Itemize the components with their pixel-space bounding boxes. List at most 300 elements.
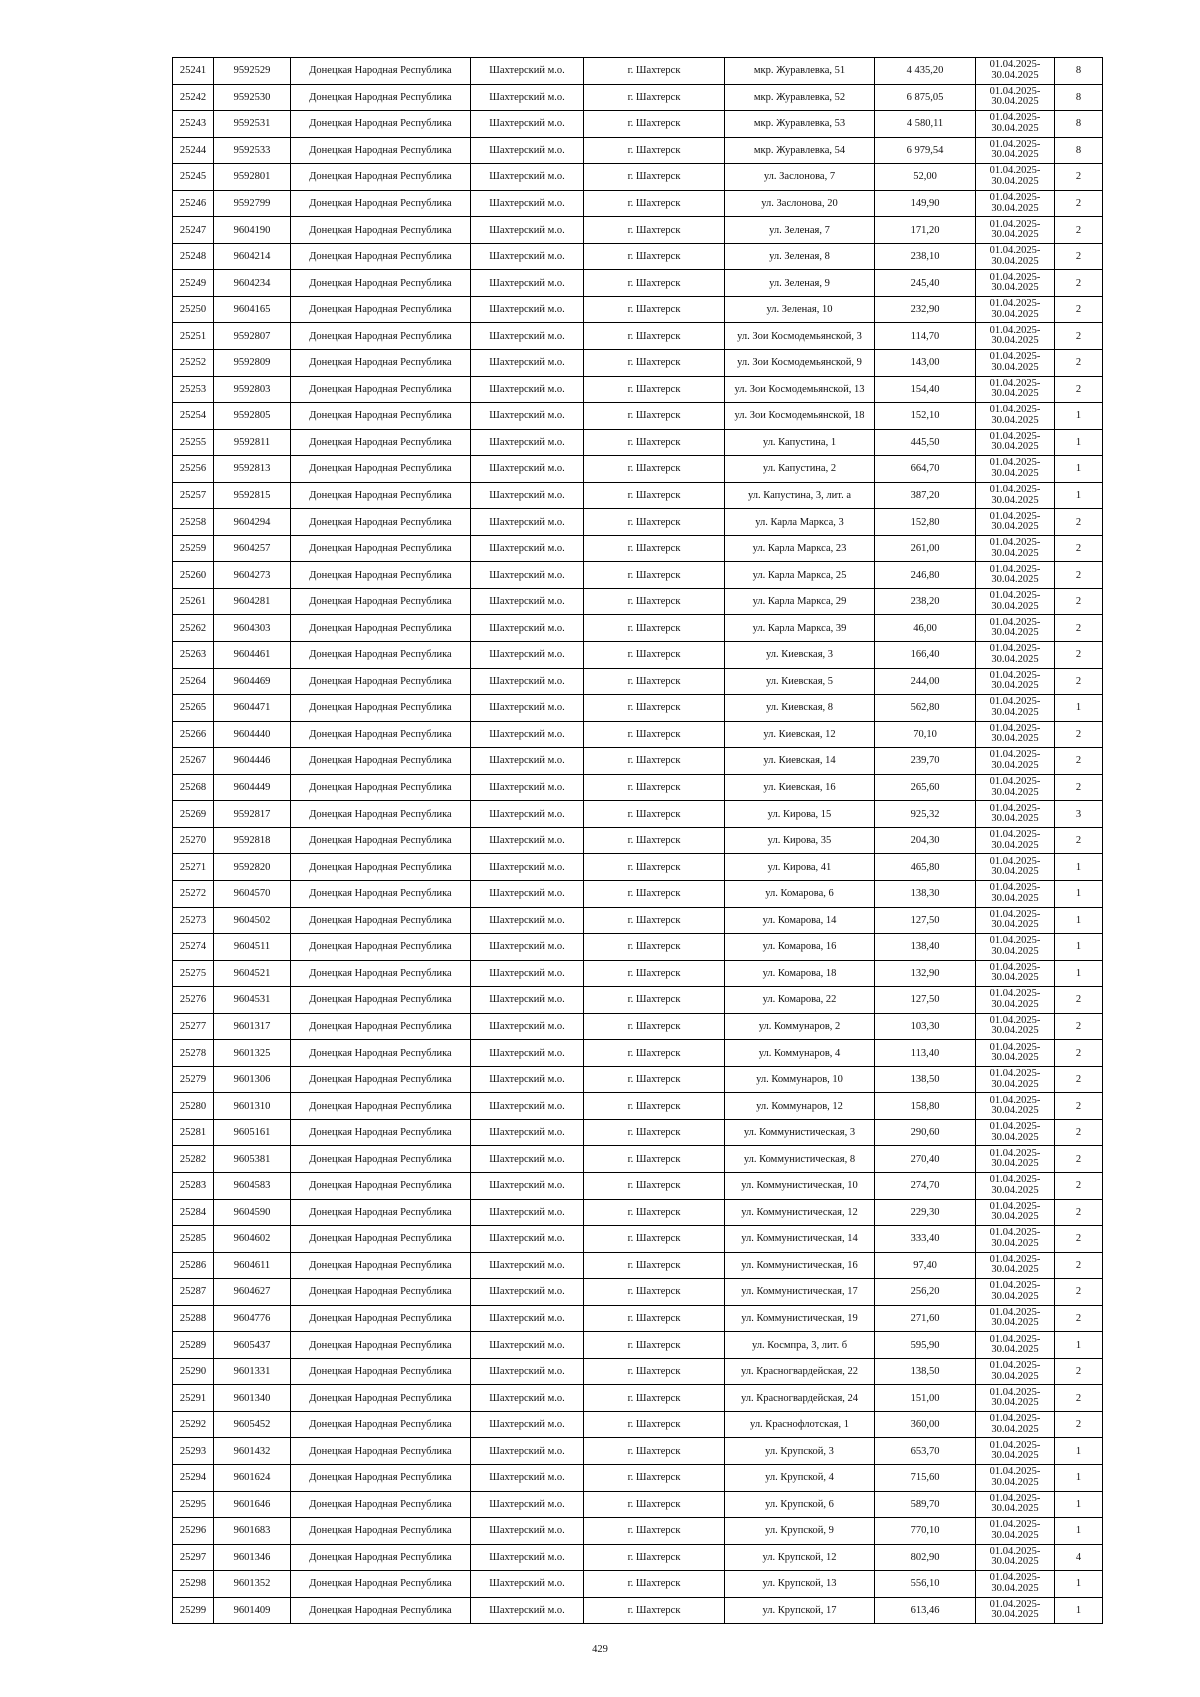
district-cell: Шахтерский м.о. xyxy=(471,1066,584,1093)
area-cell: 239,70 xyxy=(875,748,976,775)
address-cell: ул. Краснофлотская, 1 xyxy=(725,1411,875,1438)
row-number: 25291 xyxy=(173,1385,214,1412)
district-cell: Шахтерский м.о. xyxy=(471,1040,584,1067)
account-id: 9604273 xyxy=(214,562,291,589)
address-cell: ул. Зеленая, 7 xyxy=(725,217,875,244)
area-cell: 256,20 xyxy=(875,1279,976,1306)
address-cell: ул. Коммунаров, 10 xyxy=(725,1066,875,1093)
account-id: 9592801 xyxy=(214,164,291,191)
period-cell: 01.04.2025-30.04.2025 xyxy=(976,562,1055,589)
account-id: 9604449 xyxy=(214,774,291,801)
category-cell: 2 xyxy=(1055,774,1103,801)
city-cell: г. Шахтерск xyxy=(584,1491,725,1518)
row-number: 25249 xyxy=(173,270,214,297)
row-number: 25248 xyxy=(173,243,214,270)
region-cell: Донецкая Народная Республика xyxy=(291,588,471,615)
city-cell: г. Шахтерск xyxy=(584,84,725,111)
city-cell: г. Шахтерск xyxy=(584,456,725,483)
table-row xyxy=(173,429,1103,456)
row-number: 25267 xyxy=(173,748,214,775)
region-cell: Донецкая Народная Республика xyxy=(291,482,471,509)
area-cell: 138,40 xyxy=(875,934,976,961)
row-number: 25277 xyxy=(173,1013,214,1040)
area-cell: 229,30 xyxy=(875,1199,976,1226)
table-row xyxy=(173,907,1103,934)
category-cell: 2 xyxy=(1055,1358,1103,1385)
region-cell: Донецкая Народная Республика xyxy=(291,960,471,987)
period-cell: 01.04.2025-30.04.2025 xyxy=(976,323,1055,350)
category-cell: 3 xyxy=(1055,801,1103,828)
period-cell: 01.04.2025-30.04.2025 xyxy=(976,1013,1055,1040)
region-cell: Донецкая Народная Республика xyxy=(291,1571,471,1598)
area-cell: 6 875,05 xyxy=(875,84,976,111)
city-cell: г. Шахтерск xyxy=(584,1544,725,1571)
period-cell: 01.04.2025-30.04.2025 xyxy=(976,695,1055,722)
city-cell: г. Шахтерск xyxy=(584,721,725,748)
region-cell: Донецкая Народная Республика xyxy=(291,721,471,748)
account-id: 9604294 xyxy=(214,509,291,536)
table-row xyxy=(173,217,1103,244)
area-cell: 132,90 xyxy=(875,960,976,987)
area-cell: 770,10 xyxy=(875,1518,976,1545)
region-cell: Донецкая Народная Республика xyxy=(291,84,471,111)
account-id: 9605437 xyxy=(214,1332,291,1359)
region-cell: Донецкая Народная Республика xyxy=(291,535,471,562)
category-cell: 1 xyxy=(1055,456,1103,483)
account-id: 9604511 xyxy=(214,934,291,961)
account-id: 9604611 xyxy=(214,1252,291,1279)
address-cell: ул. Киевская, 16 xyxy=(725,774,875,801)
table-row xyxy=(173,243,1103,270)
district-cell: Шахтерский м.о. xyxy=(471,987,584,1014)
period-cell: 01.04.2025-30.04.2025 xyxy=(976,84,1055,111)
table-row xyxy=(173,137,1103,164)
row-number: 25296 xyxy=(173,1518,214,1545)
period-cell: 01.04.2025-30.04.2025 xyxy=(976,509,1055,536)
region-cell: Донецкая Народная Республика xyxy=(291,1518,471,1545)
table-row xyxy=(173,588,1103,615)
category-cell: 2 xyxy=(1055,1066,1103,1093)
table-row xyxy=(173,1464,1103,1491)
area-cell: 114,70 xyxy=(875,323,976,350)
city-cell: г. Шахтерск xyxy=(584,1119,725,1146)
region-cell: Донецкая Народная Республика xyxy=(291,1066,471,1093)
account-id: 9604190 xyxy=(214,217,291,244)
area-cell: 360,00 xyxy=(875,1411,976,1438)
row-number: 25269 xyxy=(173,801,214,828)
city-cell: г. Шахтерск xyxy=(584,111,725,138)
region-cell: Донецкая Народная Республика xyxy=(291,164,471,191)
period-cell: 01.04.2025-30.04.2025 xyxy=(976,1438,1055,1465)
category-cell: 1 xyxy=(1055,1491,1103,1518)
area-cell: 4 580,11 xyxy=(875,111,976,138)
district-cell: Шахтерский м.о. xyxy=(471,1411,584,1438)
region-cell: Донецкая Народная Республика xyxy=(291,1172,471,1199)
district-cell: Шахтерский м.о. xyxy=(471,615,584,642)
category-cell: 2 xyxy=(1055,1172,1103,1199)
row-number: 25250 xyxy=(173,296,214,323)
city-cell: г. Шахтерск xyxy=(584,535,725,562)
address-cell: ул. Карла Маркса, 39 xyxy=(725,615,875,642)
city-cell: г. Шахтерск xyxy=(584,243,725,270)
district-cell: Шахтерский м.о. xyxy=(471,880,584,907)
city-cell: г. Шахтерск xyxy=(584,1411,725,1438)
table-row xyxy=(173,1518,1103,1545)
district-cell: Шахтерский м.о. xyxy=(471,1252,584,1279)
region-cell: Донецкая Народная Республика xyxy=(291,1544,471,1571)
region-cell: Донецкая Народная Республика xyxy=(291,217,471,244)
table-row xyxy=(173,1597,1103,1624)
category-cell: 1 xyxy=(1055,854,1103,881)
period-cell: 01.04.2025-30.04.2025 xyxy=(976,111,1055,138)
region-cell: Донецкая Народная Республика xyxy=(291,1332,471,1359)
address-cell: мкр. Журавлевка, 51 xyxy=(725,58,875,85)
address-cell: ул. Коммунаров, 2 xyxy=(725,1013,875,1040)
category-cell: 1 xyxy=(1055,1464,1103,1491)
table-row xyxy=(173,1066,1103,1093)
account-id: 9604590 xyxy=(214,1199,291,1226)
table-row xyxy=(173,1093,1103,1120)
row-number: 25273 xyxy=(173,907,214,934)
row-number: 25278 xyxy=(173,1040,214,1067)
district-cell: Шахтерский м.о. xyxy=(471,1146,584,1173)
region-cell: Донецкая Народная Республика xyxy=(291,296,471,323)
area-cell: 103,30 xyxy=(875,1013,976,1040)
city-cell: г. Шахтерск xyxy=(584,350,725,377)
table-row xyxy=(173,1252,1103,1279)
area-cell: 715,60 xyxy=(875,1464,976,1491)
row-number: 25280 xyxy=(173,1093,214,1120)
district-cell: Шахтерский м.о. xyxy=(471,1013,584,1040)
table-row xyxy=(173,721,1103,748)
area-cell: 143,00 xyxy=(875,350,976,377)
address-cell: ул. Коммунистическая, 14 xyxy=(725,1226,875,1253)
table-row xyxy=(173,1119,1103,1146)
district-cell: Шахтерский м.о. xyxy=(471,721,584,748)
account-id: 9592807 xyxy=(214,323,291,350)
row-number: 25299 xyxy=(173,1597,214,1624)
district-cell: Шахтерский м.о. xyxy=(471,429,584,456)
area-cell: 6 979,54 xyxy=(875,137,976,164)
row-number: 25252 xyxy=(173,350,214,377)
area-cell: 271,60 xyxy=(875,1305,976,1332)
address-cell: ул. Комарова, 6 xyxy=(725,880,875,907)
account-id: 9604570 xyxy=(214,880,291,907)
region-cell: Донецкая Народная Республика xyxy=(291,1411,471,1438)
table-row xyxy=(173,1385,1103,1412)
district-cell: Шахтерский м.о. xyxy=(471,748,584,775)
area-cell: 152,80 xyxy=(875,509,976,536)
table-row xyxy=(173,1226,1103,1253)
city-cell: г. Шахтерск xyxy=(584,1358,725,1385)
city-cell: г. Шахтерск xyxy=(584,1305,725,1332)
city-cell: г. Шахтерск xyxy=(584,296,725,323)
account-id: 9592530 xyxy=(214,84,291,111)
area-cell: 290,60 xyxy=(875,1119,976,1146)
period-cell: 01.04.2025-30.04.2025 xyxy=(976,1172,1055,1199)
address-cell: ул. Коммунистическая, 10 xyxy=(725,1172,875,1199)
area-cell: 138,30 xyxy=(875,880,976,907)
row-number: 25263 xyxy=(173,642,214,669)
row-number: 25287 xyxy=(173,1279,214,1306)
address-cell: ул. Крупской, 9 xyxy=(725,1518,875,1545)
category-cell: 8 xyxy=(1055,137,1103,164)
category-cell: 2 xyxy=(1055,1119,1103,1146)
category-cell: 2 xyxy=(1055,270,1103,297)
region-cell: Донецкая Народная Республика xyxy=(291,880,471,907)
table-row xyxy=(173,482,1103,509)
row-number: 25244 xyxy=(173,137,214,164)
address-cell: ул. Коммунистическая, 8 xyxy=(725,1146,875,1173)
address-cell: ул. Киевская, 12 xyxy=(725,721,875,748)
account-id: 9601624 xyxy=(214,1464,291,1491)
period-cell: 01.04.2025-30.04.2025 xyxy=(976,137,1055,164)
row-number: 25266 xyxy=(173,721,214,748)
city-cell: г. Шахтерск xyxy=(584,1332,725,1359)
address-cell: ул. Капустина, 2 xyxy=(725,456,875,483)
city-cell: г. Шахтерск xyxy=(584,934,725,961)
address-cell: ул. Заслонова, 20 xyxy=(725,190,875,217)
period-cell: 01.04.2025-30.04.2025 xyxy=(976,376,1055,403)
period-cell: 01.04.2025-30.04.2025 xyxy=(976,1491,1055,1518)
period-cell: 01.04.2025-30.04.2025 xyxy=(976,960,1055,987)
area-cell: 46,00 xyxy=(875,615,976,642)
account-id: 9604440 xyxy=(214,721,291,748)
city-cell: г. Шахтерск xyxy=(584,588,725,615)
account-id: 9604627 xyxy=(214,1279,291,1306)
period-cell: 01.04.2025-30.04.2025 xyxy=(976,1040,1055,1067)
area-cell: 152,10 xyxy=(875,403,976,430)
period-cell: 01.04.2025-30.04.2025 xyxy=(976,1279,1055,1306)
account-id: 9601409 xyxy=(214,1597,291,1624)
row-number: 25290 xyxy=(173,1358,214,1385)
address-cell: ул. Красногвардейская, 22 xyxy=(725,1358,875,1385)
period-cell: 01.04.2025-30.04.2025 xyxy=(976,1332,1055,1359)
category-cell: 2 xyxy=(1055,1093,1103,1120)
region-cell: Донецкая Народная Республика xyxy=(291,1385,471,1412)
city-cell: г. Шахтерск xyxy=(584,403,725,430)
category-cell: 2 xyxy=(1055,668,1103,695)
row-number: 25257 xyxy=(173,482,214,509)
city-cell: г. Шахтерск xyxy=(584,987,725,1014)
area-cell: 445,50 xyxy=(875,429,976,456)
city-cell: г. Шахтерск xyxy=(584,482,725,509)
address-cell: ул. Коммунаров, 4 xyxy=(725,1040,875,1067)
area-cell: 246,80 xyxy=(875,562,976,589)
region-cell: Донецкая Народная Республика xyxy=(291,668,471,695)
table-row xyxy=(173,642,1103,669)
region-cell: Донецкая Народная Республика xyxy=(291,748,471,775)
city-cell: г. Шахтерск xyxy=(584,668,725,695)
row-number: 25247 xyxy=(173,217,214,244)
category-cell: 2 xyxy=(1055,642,1103,669)
account-id: 9601317 xyxy=(214,1013,291,1040)
area-cell: 97,40 xyxy=(875,1252,976,1279)
region-cell: Донецкая Народная Республика xyxy=(291,1040,471,1067)
address-cell: ул. Киевская, 8 xyxy=(725,695,875,722)
address-cell: ул. Коммунистическая, 19 xyxy=(725,1305,875,1332)
period-cell: 01.04.2025-30.04.2025 xyxy=(976,1571,1055,1598)
account-id: 9592531 xyxy=(214,111,291,138)
row-number: 25298 xyxy=(173,1571,214,1598)
row-number: 25268 xyxy=(173,774,214,801)
account-id: 9604303 xyxy=(214,615,291,642)
region-cell: Донецкая Народная Республика xyxy=(291,695,471,722)
account-id: 9604257 xyxy=(214,535,291,562)
district-cell: Шахтерский м.о. xyxy=(471,58,584,85)
category-cell: 2 xyxy=(1055,1013,1103,1040)
address-cell: ул. Киевская, 5 xyxy=(725,668,875,695)
area-cell: 244,00 xyxy=(875,668,976,695)
address-cell: ул. Крупской, 4 xyxy=(725,1464,875,1491)
category-cell: 2 xyxy=(1055,1279,1103,1306)
city-cell: г. Шахтерск xyxy=(584,137,725,164)
category-cell: 1 xyxy=(1055,1332,1103,1359)
period-cell: 01.04.2025-30.04.2025 xyxy=(976,1066,1055,1093)
area-cell: 154,40 xyxy=(875,376,976,403)
account-id: 9604165 xyxy=(214,296,291,323)
table-row xyxy=(173,934,1103,961)
address-cell: мкр. Журавлевка, 54 xyxy=(725,137,875,164)
region-cell: Донецкая Народная Республика xyxy=(291,934,471,961)
row-number: 25288 xyxy=(173,1305,214,1332)
area-cell: 138,50 xyxy=(875,1066,976,1093)
city-cell: г. Шахтерск xyxy=(584,1146,725,1173)
period-cell: 01.04.2025-30.04.2025 xyxy=(976,934,1055,961)
district-cell: Шахтерский м.о. xyxy=(471,1438,584,1465)
row-number: 25265 xyxy=(173,695,214,722)
category-cell: 2 xyxy=(1055,509,1103,536)
row-number: 25281 xyxy=(173,1119,214,1146)
category-cell: 2 xyxy=(1055,217,1103,244)
category-cell: 2 xyxy=(1055,350,1103,377)
district-cell: Шахтерский м.о. xyxy=(471,1358,584,1385)
city-cell: г. Шахтерск xyxy=(584,1013,725,1040)
address-cell: ул. Крупской, 6 xyxy=(725,1491,875,1518)
row-number: 25275 xyxy=(173,960,214,987)
city-cell: г. Шахтерск xyxy=(584,1252,725,1279)
district-cell: Шахтерский м.о. xyxy=(471,243,584,270)
district-cell: Шахтерский м.о. xyxy=(471,535,584,562)
area-cell: 171,20 xyxy=(875,217,976,244)
region-cell: Донецкая Народная Республика xyxy=(291,350,471,377)
region-cell: Донецкая Народная Республика xyxy=(291,1305,471,1332)
region-cell: Донецкая Народная Республика xyxy=(291,801,471,828)
table-row xyxy=(173,1013,1103,1040)
area-cell: 261,00 xyxy=(875,535,976,562)
account-id: 9592803 xyxy=(214,376,291,403)
period-cell: 01.04.2025-30.04.2025 xyxy=(976,296,1055,323)
row-number: 25262 xyxy=(173,615,214,642)
row-number: 25274 xyxy=(173,934,214,961)
city-cell: г. Шахтерск xyxy=(584,217,725,244)
table-row xyxy=(173,880,1103,907)
account-id: 9592809 xyxy=(214,350,291,377)
district-cell: Шахтерский м.о. xyxy=(471,84,584,111)
period-cell: 01.04.2025-30.04.2025 xyxy=(976,482,1055,509)
period-cell: 01.04.2025-30.04.2025 xyxy=(976,1544,1055,1571)
account-id: 9604281 xyxy=(214,588,291,615)
city-cell: г. Шахтерск xyxy=(584,376,725,403)
district-cell: Шахтерский м.о. xyxy=(471,1544,584,1571)
table-row xyxy=(173,1438,1103,1465)
account-id: 9605161 xyxy=(214,1119,291,1146)
category-cell: 8 xyxy=(1055,58,1103,85)
address-cell: ул. Зои Космодемьянской, 3 xyxy=(725,323,875,350)
row-number: 25253 xyxy=(173,376,214,403)
account-id: 9592817 xyxy=(214,801,291,828)
period-cell: 01.04.2025-30.04.2025 xyxy=(976,535,1055,562)
table-row xyxy=(173,456,1103,483)
category-cell: 4 xyxy=(1055,1544,1103,1571)
category-cell: 1 xyxy=(1055,482,1103,509)
area-cell: 127,50 xyxy=(875,987,976,1014)
category-cell: 8 xyxy=(1055,111,1103,138)
period-cell: 01.04.2025-30.04.2025 xyxy=(976,774,1055,801)
address-cell: ул. Крупской, 3 xyxy=(725,1438,875,1465)
category-cell: 2 xyxy=(1055,562,1103,589)
category-cell: 1 xyxy=(1055,934,1103,961)
city-cell: г. Шахтерск xyxy=(584,1040,725,1067)
account-id: 9592811 xyxy=(214,429,291,456)
category-cell: 2 xyxy=(1055,1385,1103,1412)
area-cell: 556,10 xyxy=(875,1571,976,1598)
district-cell: Шахтерский м.о. xyxy=(471,774,584,801)
table-row xyxy=(173,1332,1103,1359)
region-cell: Донецкая Народная Республика xyxy=(291,1119,471,1146)
area-cell: 274,70 xyxy=(875,1172,976,1199)
area-cell: 562,80 xyxy=(875,695,976,722)
area-cell: 802,90 xyxy=(875,1544,976,1571)
address-cell: ул. Кирова, 35 xyxy=(725,827,875,854)
district-cell: Шахтерский м.о. xyxy=(471,1332,584,1359)
period-cell: 01.04.2025-30.04.2025 xyxy=(976,243,1055,270)
category-cell: 8 xyxy=(1055,84,1103,111)
table-row xyxy=(173,84,1103,111)
category-cell: 2 xyxy=(1055,243,1103,270)
account-id: 9592529 xyxy=(214,58,291,85)
area-cell: 232,90 xyxy=(875,296,976,323)
region-cell: Донецкая Народная Республика xyxy=(291,111,471,138)
area-cell: 664,70 xyxy=(875,456,976,483)
address-cell: ул. Кирова, 41 xyxy=(725,854,875,881)
city-cell: г. Шахтерск xyxy=(584,429,725,456)
period-cell: 01.04.2025-30.04.2025 xyxy=(976,456,1055,483)
district-cell: Шахтерский м.о. xyxy=(471,1199,584,1226)
city-cell: г. Шахтерск xyxy=(584,1172,725,1199)
row-number: 25285 xyxy=(173,1226,214,1253)
city-cell: г. Шахтерск xyxy=(584,642,725,669)
region-cell: Донецкая Народная Республика xyxy=(291,907,471,934)
district-cell: Шахтерский м.о. xyxy=(471,668,584,695)
district-cell: Шахтерский м.о. xyxy=(471,1279,584,1306)
city-cell: г. Шахтерск xyxy=(584,1226,725,1253)
region-cell: Донецкая Народная Республика xyxy=(291,243,471,270)
period-cell: 01.04.2025-30.04.2025 xyxy=(976,190,1055,217)
district-cell: Шахтерский м.о. xyxy=(471,482,584,509)
area-cell: 245,40 xyxy=(875,270,976,297)
city-cell: г. Шахтерск xyxy=(584,164,725,191)
city-cell: г. Шахтерск xyxy=(584,748,725,775)
account-id: 9601432 xyxy=(214,1438,291,1465)
table-row xyxy=(173,1571,1103,1598)
row-number: 25271 xyxy=(173,854,214,881)
city-cell: г. Шахтерск xyxy=(584,615,725,642)
region-cell: Донецкая Народная Республика xyxy=(291,1279,471,1306)
address-cell: ул. Комарова, 14 xyxy=(725,907,875,934)
row-number: 25294 xyxy=(173,1464,214,1491)
area-cell: 238,10 xyxy=(875,243,976,270)
